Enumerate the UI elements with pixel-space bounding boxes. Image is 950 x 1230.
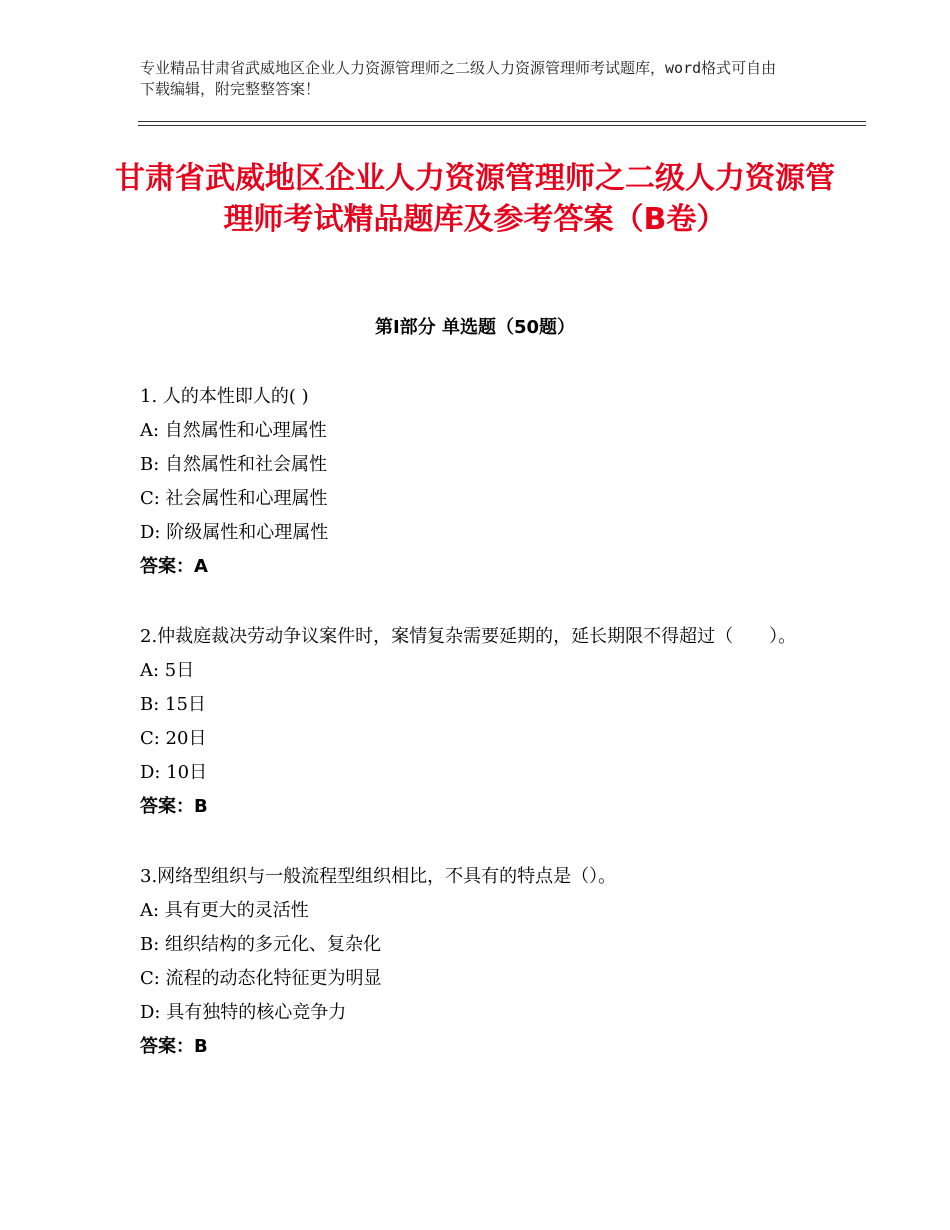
answer-label: 答案：B [140,1036,208,1057]
option-b: B: 15日 [140,694,206,715]
question-text: 2.仲裁庭裁决劳动争议案件时，案情复杂需要延期的，延长期限不得超过（ ）。 [140,626,797,647]
header-divider-bottom [138,125,866,126]
option-d: D: 阶级属性和心理属性 [140,522,329,543]
option-d: D: 10日 [140,762,208,783]
option-a: A: 具有更大的灵活性 [140,900,309,921]
option-c: C: 流程的动态化特征更为明显 [140,968,382,989]
option-c: C: 20日 [140,728,207,749]
header-divider-top [138,121,866,122]
document-title: 甘肃省武威地区企业人力资源管理师之二级人力资源管理师考试精品题库及参考答案（B卷） [115,161,835,237]
question-list [140,380,820,1100]
question-text: 3.网络型组织与一般流程型组织相比，不具有的特点是（）。 [140,866,617,887]
question-3 [140,860,820,1064]
header-note: 专业精品甘肃省武威地区企业人力资源管理师之二级人力资源管理师考试题库，word格式可自由下载编辑，附完整整答案！ [140,59,777,98]
option-b: B: 自然属性和社会属性 [140,454,328,475]
answer-label: 答案：B [140,796,208,817]
option-d: D: 具有独特的核心竞争力 [140,1002,347,1023]
question-1 [140,380,820,584]
answer-label: 答案：A [140,556,208,577]
question-text: 1. 人的本性即人的( ) [140,386,309,407]
question-2 [140,620,820,824]
option-a: A: 自然属性和心理属性 [140,420,327,441]
option-a: A: 5日 [140,660,195,681]
option-b: B: 组织结构的多元化、复杂化 [140,934,382,955]
option-c: C: 社会属性和心理属性 [140,488,328,509]
section-title: 第Ⅰ部分 单选题（50题） [374,317,575,338]
